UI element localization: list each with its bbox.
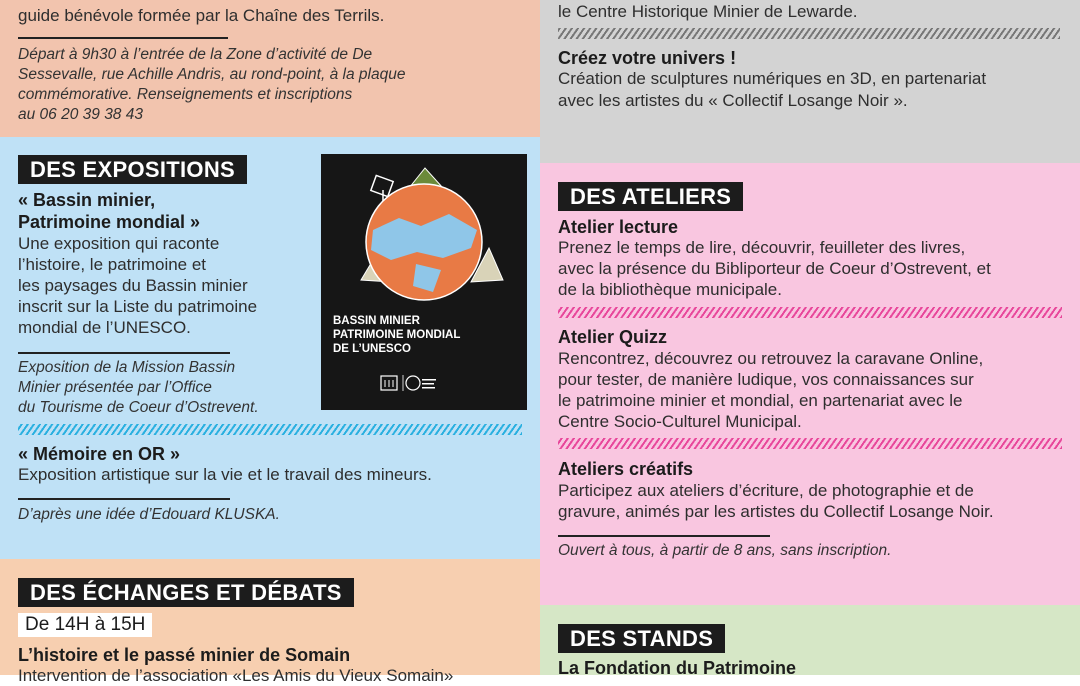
expo2-credit: D’après une idée d’Edouard KLUSKA.: [18, 506, 280, 523]
time-badge: De 14H à 15H: [18, 613, 152, 637]
expo1-credit-line-3: du Tourisme de Coeur d’Ostrevent.: [18, 399, 259, 416]
expo1-line-3: les paysages du Bassin minier: [18, 276, 248, 295]
atelier-quizz-line-1: Rencontrez, découvrez ou retrouvez la caravane Online,: [558, 349, 984, 368]
creez-univers-line-2: avec les artistes du « Collectif Losange Noir ».: [558, 91, 908, 110]
departure-line-3: commémorative. Renseignements et inscriptions: [18, 86, 353, 103]
unesco-poster-image: [321, 154, 527, 410]
stands-title: La Fondation du Patrimoine: [558, 658, 796, 678]
departure-line-2: Sessevalle, rue Achille Andris, au rond-point, à la plaque: [18, 66, 406, 83]
top-right-panel: [540, 0, 1080, 163]
expo1-credit-line-2: Minier présentée par l’Office: [18, 379, 212, 396]
top-right-partial-line: le Centre Historique Minier de Lewarde.: [558, 2, 858, 21]
expo2-line: Exposition artistique sur la vie et le travail des mineurs.: [18, 465, 432, 484]
ateliers-creatifs-line-2: gravure, animés par les artistes du Collectif Losange Noir.: [558, 502, 994, 521]
ateliers-note: Ouvert à tous, à partir de 8 ans, sans inscription.: [558, 542, 892, 559]
echanges-partial-line: Intervention de l’association «Les Amis du Vieux Somain»: [18, 666, 454, 685]
zigzag-divider: [558, 307, 1062, 318]
divider-rule: [18, 37, 228, 39]
creez-univers-title: Créez votre univers !: [558, 48, 737, 68]
zigzag-divider: [18, 424, 522, 435]
expo1-title-line-2: Patrimoine mondial »: [18, 212, 201, 232]
globe-illustration: [321, 160, 527, 310]
atelier-quizz-title: Atelier Quizz: [558, 327, 668, 347]
atelier-lecture-title: Atelier lecture: [558, 217, 679, 237]
top-left-partial-line: guide bénévole formée par la Chaîne des Terrils.: [18, 6, 385, 25]
echanges-heading: DES ÉCHANGES ET DÉBATS: [18, 578, 354, 607]
zigzag-divider: [558, 438, 1062, 449]
creez-univers-line-1: Création de sculptures numériques en 3D, en partenariat: [558, 69, 987, 88]
top-left-panel: [0, 0, 540, 137]
atelier-lecture-line-1: Prenez le temps de lire, découvrir, feuilleter des livres,: [558, 238, 966, 257]
departure-line-4: au 06 20 39 38 43: [18, 106, 143, 123]
expo1-credit-line-1: Exposition de la Mission Bassin: [18, 359, 236, 376]
atelier-lecture-line-3: de la bibliothèque municipale.: [558, 280, 782, 299]
atelier-quizz-line-3: le patrimoine minier et mondial, en partenariat avec le: [558, 391, 963, 410]
ateliers-creatifs-title: Ateliers créatifs: [558, 459, 694, 479]
stands-heading: DES STANDS: [558, 624, 725, 653]
atelier-quizz-line-2: pour tester, de manière ludique, vos connaissances sur: [558, 370, 974, 389]
unesco-logo-icon: [381, 374, 437, 392]
poster-title-line-3: DE L’UNESCO: [333, 343, 411, 355]
expo2-title: « Mémoire en OR »: [18, 444, 181, 464]
ateliers-heading: DES ATELIERS: [558, 182, 743, 211]
echanges-panel: [0, 559, 540, 685]
expo1-line-2: l’histoire, le patrimoine et: [18, 255, 207, 274]
expo1-title-line-1: « Bassin minier,: [18, 190, 156, 210]
expo1-line-1: Une exposition qui raconte: [18, 234, 220, 253]
expo1-line-4: inscrit sur la Liste du patrimoine: [18, 297, 258, 316]
poster-title-line-1: BASSIN MINIER: [333, 315, 420, 327]
ateliers-panel: [540, 163, 1080, 605]
stands-panel: [540, 605, 1080, 678]
expo1-line-5: mondial de l’UNESCO.: [18, 318, 191, 337]
divider-rule: [18, 352, 230, 354]
departure-line-1: Départ à 9h30 à l’entrée de la Zone d’activité de De: [18, 46, 373, 63]
divider-rule: [558, 535, 770, 537]
atelier-lecture-line-2: avec la présence du Bibliporteur de Coeur d’Ostrevent, et: [558, 259, 991, 278]
ateliers-creatifs-line-1: Participez aux ateliers d’écriture, de photographie et de: [558, 481, 974, 500]
expositions-heading: DES EXPOSITIONS: [18, 155, 247, 184]
zigzag-divider: [558, 28, 1060, 39]
divider-rule: [18, 498, 230, 500]
atelier-quizz-line-4: Centre Socio-Culturel Municipal.: [558, 412, 802, 431]
poster-title-line-2: PATRIMOINE MONDIAL: [333, 329, 461, 341]
echanges-title: L’histoire et le passé minier de Somain: [18, 645, 351, 665]
